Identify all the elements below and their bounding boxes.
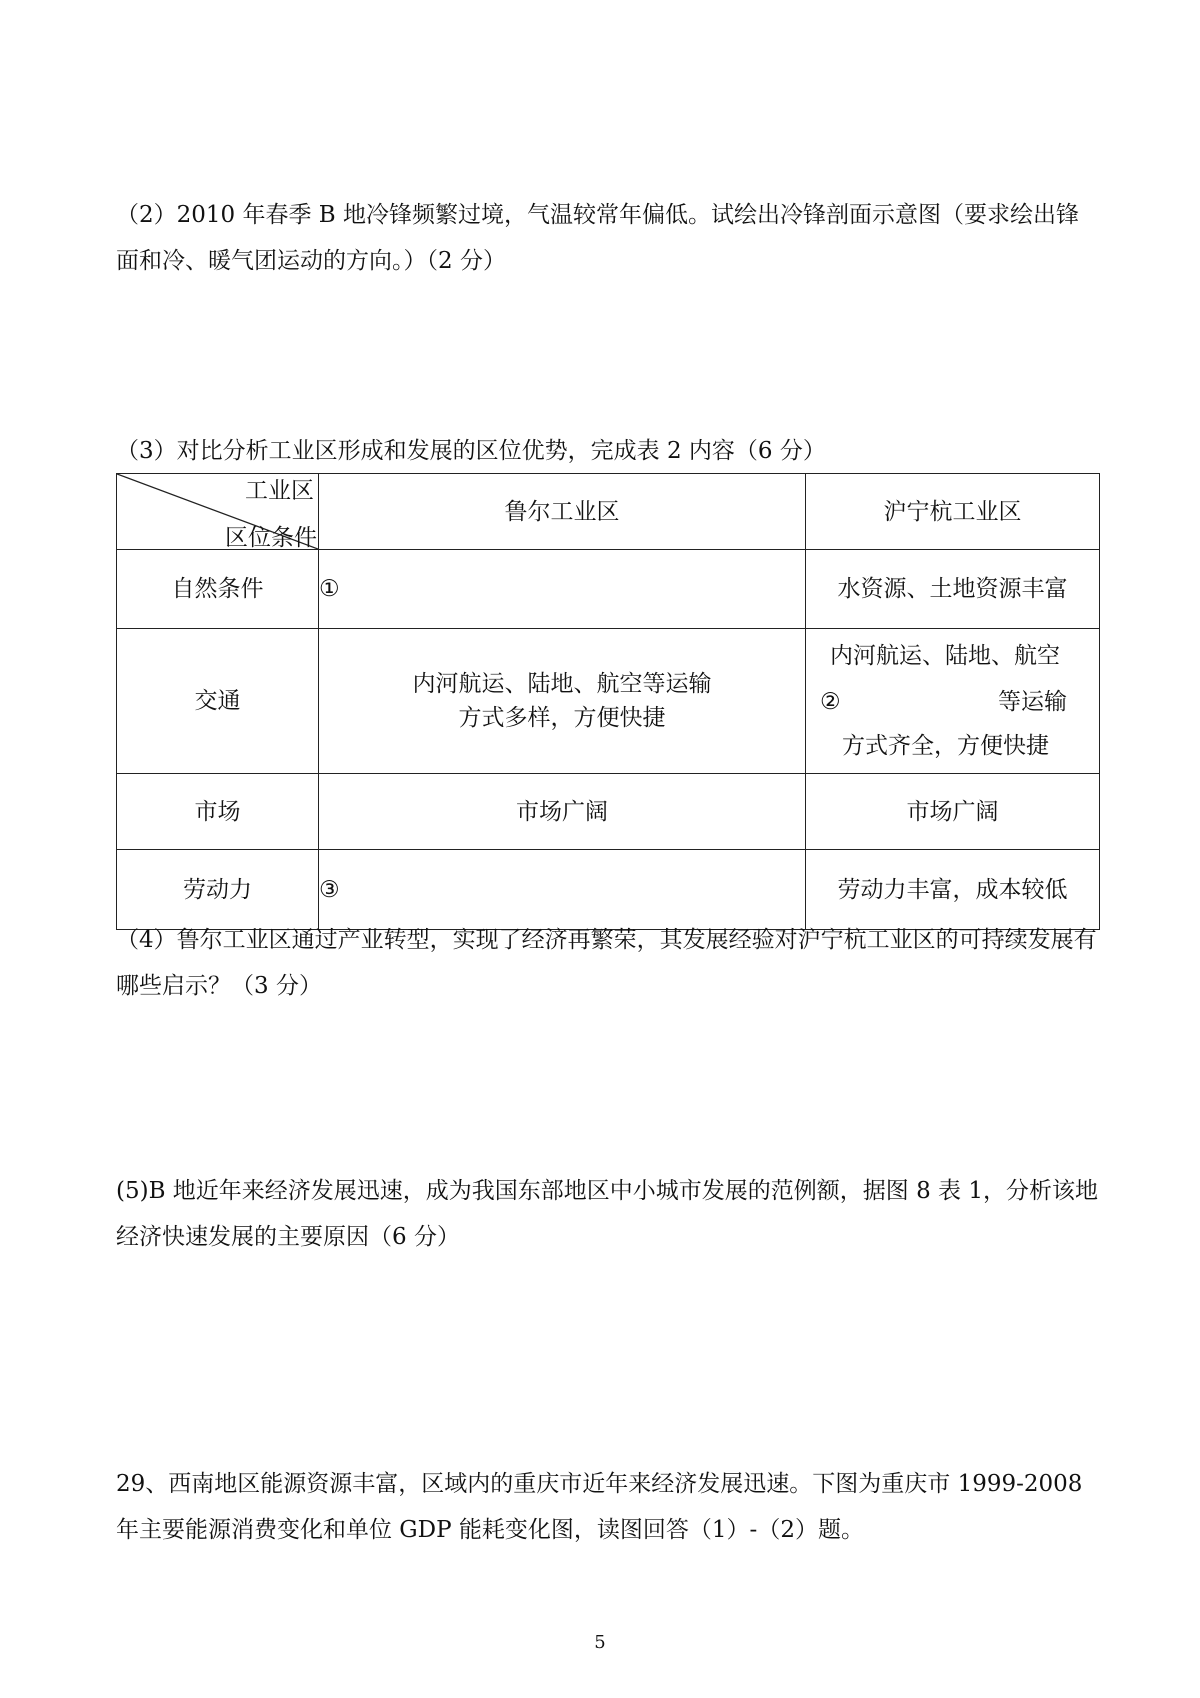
row-label-natural: 自然条件	[117, 550, 319, 629]
cell-ruhr-market: 市场广阔	[319, 774, 806, 850]
ruhr-transport-line-1: 内河航运、陆地、航空等运输	[412, 671, 712, 697]
cell-hnh-labor: 劳动力丰富，成本较低	[806, 850, 1100, 930]
cell-ruhr-natural-blank: ①	[319, 550, 806, 629]
cell-hnh-natural: 水资源、土地资源丰富	[806, 550, 1100, 629]
cell-hnh-market: 市场广阔	[806, 774, 1100, 850]
question-2-text: （2）2010 年春季 B 地冷锋频繁过境，气温较常年偏低。试绘出冷锋剖面示意图（要求绘出锋面和冷、暖气团运动的方向。）（2 分）	[116, 202, 1080, 274]
corner-label-industrial-zone: 工业区	[245, 478, 314, 504]
table-corner-cell	[117, 474, 319, 550]
hnh-transport-line-3: 方式齐全，方便快捷	[842, 733, 1049, 759]
table-row-natural	[117, 550, 1100, 629]
row-label-market: 市场	[117, 774, 319, 850]
table-header-row	[117, 474, 1100, 550]
question-29-text: 29、西南地区能源资源丰富，区域内的重庆市近年来经济发展迅速。下图为重庆市 1999-2008 年主要能源消费变化和单位 GDP 能耗变化图，读图回答（1）-（2）题。	[116, 1471, 1083, 1543]
question-3-intro: （3）对比分析工业区形成和发展的区位优势，完成表 2 内容（6 分）	[116, 438, 826, 464]
ruhr-transport-line-2: 方式多样，方便快捷	[458, 705, 666, 731]
column-header-ruhr: 鲁尔工业区	[319, 474, 806, 550]
page-number: 5	[594, 1632, 606, 1653]
question-5-text: (5)B 地近年来经济发展迅速，成为我国东部地区中小城市发展的范例额，据图 8 表 1，分析该地经济快速发展的主要原因（6 分）	[116, 1178, 1098, 1250]
hnh-transport-line-2-end: 等运输	[998, 689, 1067, 715]
question-4-text: （4）鲁尔工业区通过产业转型，实现了经济再繁荣，其发展经验对沪宁杭工业区的可持续发展有哪些启示？（3 分）	[116, 927, 1097, 999]
row-label-labor: 劳动力	[117, 850, 319, 930]
cell-ruhr-transport	[319, 629, 806, 774]
column-header-shanghai-nanjing-hangzhou: 沪宁杭工业区	[806, 474, 1100, 550]
hnh-transport-blank-2: ②	[820, 689, 841, 715]
corner-label-location-factors: 区位条件	[225, 525, 317, 551]
table-row-transport	[117, 629, 1100, 774]
cell-ruhr-labor-blank: ③	[319, 850, 806, 930]
table-row-market	[117, 774, 1100, 850]
row-label-transport: 交通	[117, 629, 319, 774]
hnh-transport-line-1: 内河航运、陆地、航空	[830, 643, 1060, 669]
cell-hnh-transport	[806, 629, 1100, 774]
location-advantage-table	[116, 473, 1100, 930]
